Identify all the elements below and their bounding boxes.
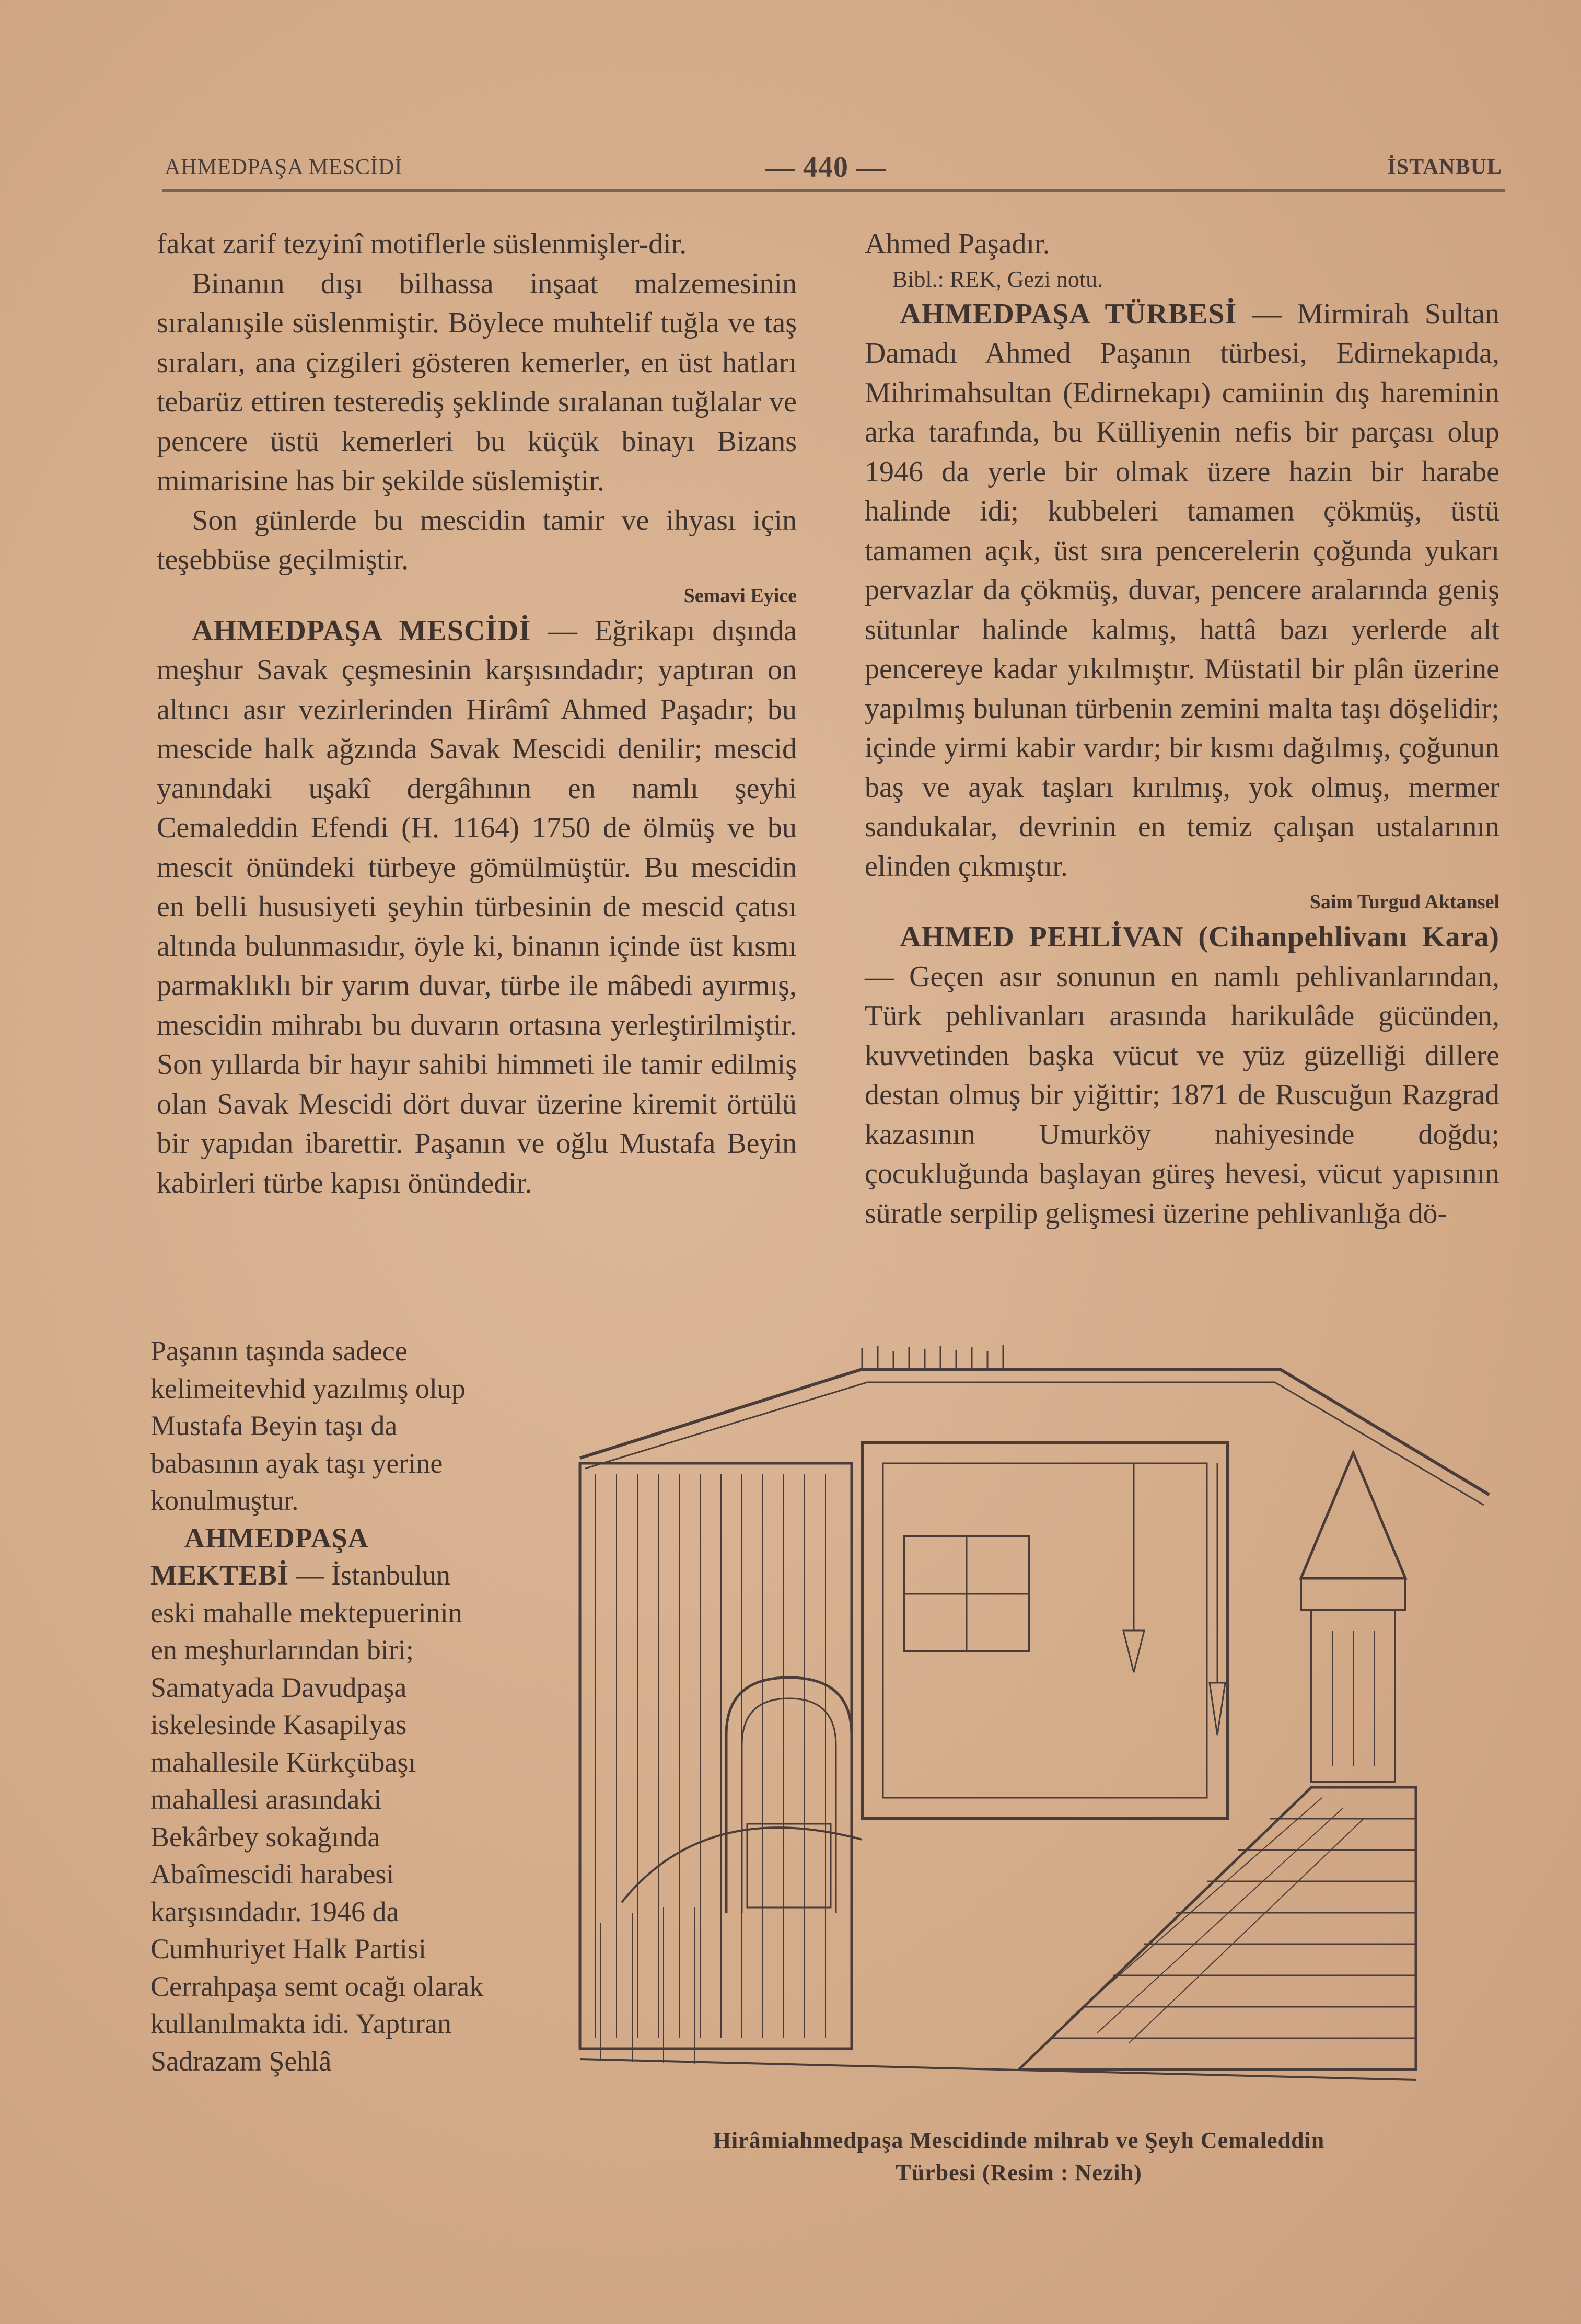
entry-body: — Mirmirah Sultan Damadı Ahmed Paşanın türbesi, Edirnekapıda, Mihrimahsultan (Edirnekapı) camiinin dış hareminin arka tarafında, bu Külliyenin nefis bir parçası olup 1946 da yerle bir olmak üzere hazin bir harabe halinde idi; kubbeleri tamamen çökmüş, üstü tamamen açık, üst sıra pencerelerin çoğunda yukarı pervazlar da çökmüş, duvar, pencere aralarında geniş sütunlar halinde kalmış, hattâ bazı yerlerde alt pencereye kadar yıkılmıştır. Müstatil bir plân üzerine yapılmış bulunan türbenin zemini malta taşı döşelidir; içinde yirmi kabir vardır; bir kısmı dağılmış, çoğunun baş ve ayak taşları kırılmış, yok olmuş, mermer sandukalar, devrinin en temiz çalışan ustalarının elinden çıkmıştır. xyxy=(865,297,1499,883)
paragraph: Son günlerde bu mescidin tamir ve ihyası için teşebbüse geçilmiştir. xyxy=(157,504,797,576)
entry-headword-alias: (Cihanpehlivanı Kara) xyxy=(1183,921,1499,953)
page-number: — 440 — xyxy=(765,151,886,183)
header-left-entry: AHMEDPAŞA MESCİDİ xyxy=(165,155,403,179)
entry-headword: AHMEDPAŞA MESCİDİ xyxy=(192,614,531,647)
header-right-title: İSTANBUL xyxy=(1387,155,1502,179)
right-column xyxy=(865,225,1499,1233)
entry-ahmedpasa-mektebi xyxy=(150,1520,490,2080)
entry-ahmedpasa-mescidi xyxy=(157,611,797,1204)
figure-caption xyxy=(627,2124,1411,2189)
paragraph: Ahmed Paşadır. xyxy=(865,228,1050,260)
caption-line: Hirâmiahmedpaşa Mescidinde mihrab ve Şeyh Cemaleddin xyxy=(713,2128,1325,2153)
author-signature: Semavi Eyice xyxy=(683,584,797,607)
paragraph: fakat zarif tezyinî motiflerle süslenmişler-dir. xyxy=(157,228,687,260)
entry-headword: AHMEDPAŞA TÜRBESİ xyxy=(900,297,1237,330)
left-column xyxy=(157,225,797,1203)
paragraph: Binanın dışı bilhassa inşaat malzemesinin sıralanışile süslenmiştir. Böylece muhtelif tuğla ve taş sıraları, ana çizgileri gösteren kemerler, en üst hatları tebarüz ettiren testerediş şeklinde sıralanan tuğlalar ve pencere üstü kemerleri bu küçük binayı Bizans mimarisine has bir şekilde süslemiştir. xyxy=(157,267,797,497)
bibliography: Bibl.: REK, Gezi notu. xyxy=(892,266,1103,292)
mosque-interior-illustration xyxy=(496,1338,1510,2122)
running-head xyxy=(165,152,1502,183)
entry-ahmedpasa-turbesi xyxy=(865,295,1499,887)
entry-body: — İstanbulun eski mahalle mektepuerinin en meşhurlarından biri; Samatyada Davudpaşa iskelesinde Kasapilyas mahallesile Kürkçübaşı mahallesi arasındaki Bekârbey sokağında Abaîmescidi harabesi karşısındadır. 1946 da Cumhuriyet Halk Partisi Cerrahpaşa semt ocağı olarak kullanılmakta idi. Yaptıran Sadrazam Şehlâ xyxy=(150,1559,484,2077)
entry-headword: AHMEDPAŞA MEKTEBİ xyxy=(150,1522,367,1591)
entry-headword: AHMED PEHLİVAN xyxy=(900,921,1184,953)
caption-line: Türbesi (Resim : Nezih) xyxy=(896,2160,1142,2186)
header-rule xyxy=(162,189,1505,192)
entry-body: — Eğrikapı dışında meşhur Savak çeşmesinin karşısındadır; yaptıran on altıncı asır vezirlerinden Hirâmî Ahmed Paşadır; bu mescide halk ağzında Savak Mescidi denilir; mescid yanındaki uşakî dergâhının en namlı şeyhi Cemaleddin Efendi (H. 1164) 1750 de ölmüş ve bu mescit önündeki türbeye gömülmüştür. Bu mescidin en belli hususiyeti şeyhin türbesinin de mescid çatısı altında bulunmasıdır, öyle ki, binanın içinde üst kısmı parmaklıklı bir yarım duvar, türbe ile mâbedi ayırmış, mescidin mihrabı bu duvarın ortasına yerleştirilmiştir. Son yıllarda bir hayır sahibi himmeti ile tamir edilmiş olan Savak Mescidi dört duvar üzerine kiremit örtülü bir yapıdan ibarettir. Paşanın ve oğlu Mustafa Beyin kabirleri türbe kapısı önündedir. xyxy=(157,614,797,1199)
author-signature: Saim Turgud Aktansel xyxy=(1309,891,1499,913)
left-column-narrow xyxy=(150,1333,490,2080)
entry-body: — Geçen asır sonunun en namlı pehlivanlarından, Türk pehlivanları arasında harikulâde gücünden, kuvvetinden başka vücut ve yüz güzelliği dillere destan olmuş bir yiğittir; 1871 de Ruscuğun Razgrad kazasının Umurköy nahiyesinde doğdu; çocukluğunda başlayan güreş hevesi, vücut yapısının süratle serpilip gelişmesi üzerine pehlivanlığa dö- xyxy=(865,960,1499,1230)
paragraph: Paşanın taşında sadece kelimeitevhid yazılmış olup Mustafa Beyin taşı da babasının ayak taşı yerine konulmuştur. xyxy=(150,1335,466,1516)
entry-ahmed-pehlivan xyxy=(865,918,1499,1233)
